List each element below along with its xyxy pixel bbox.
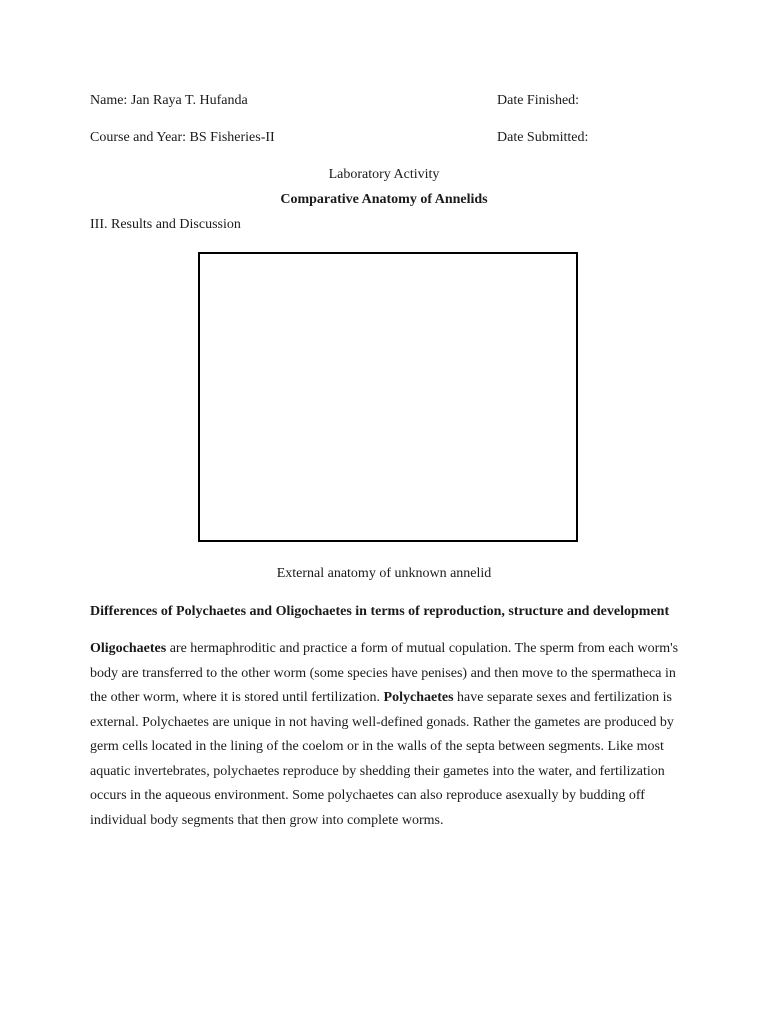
activity-label: Laboratory Activity xyxy=(328,167,440,182)
paragraph-text-part-2: have separate sexes and fertilization is external. Polychaetes are unique in not having well-defined gonads. Rather the gametes are produced by germ cells located in the lining of the coelom or in the walls of the septa between segments. Like most aquatic invertebrates, polychaetes reproduce by shedding their gametes into the water, and fertilization occurs in the aqueous environment. Some polychaetes can also reproduce asexually by budding off individual body segments that then grow into complete worms. xyxy=(90,690,674,828)
section-heading: III. Results and Discussion xyxy=(90,217,241,232)
figure-placeholder xyxy=(198,252,578,542)
date-finished-label: Date Finished: xyxy=(497,93,580,108)
date-submitted-label: Date Submitted: xyxy=(497,130,589,145)
discussion-paragraph xyxy=(90,637,682,833)
figure-caption: External anatomy of unknown annelid xyxy=(276,566,492,581)
discussion-heading: Differences of Polychaetes and Oligochaetes in terms of reproduction, structure and development xyxy=(90,604,670,619)
activity-title: Comparative Anatomy of Annelids xyxy=(280,192,488,207)
student-name: Name: Jan Raya T. Hufanda xyxy=(90,93,248,108)
course-year: Course and Year: BS Fisheries-II xyxy=(90,130,275,145)
term-oligochaetes: Oligochaetes xyxy=(90,641,167,656)
term-polychaetes: Polychaetes xyxy=(383,690,454,705)
paragraph-text-part-1: are hermaphroditic and practice a form of mutual copulation. The sperm from each worm's body are transferred to the other worm (some species have penises) and then move to the spermatheca in the other worm, where it is stored until fertilization. xyxy=(90,641,679,705)
